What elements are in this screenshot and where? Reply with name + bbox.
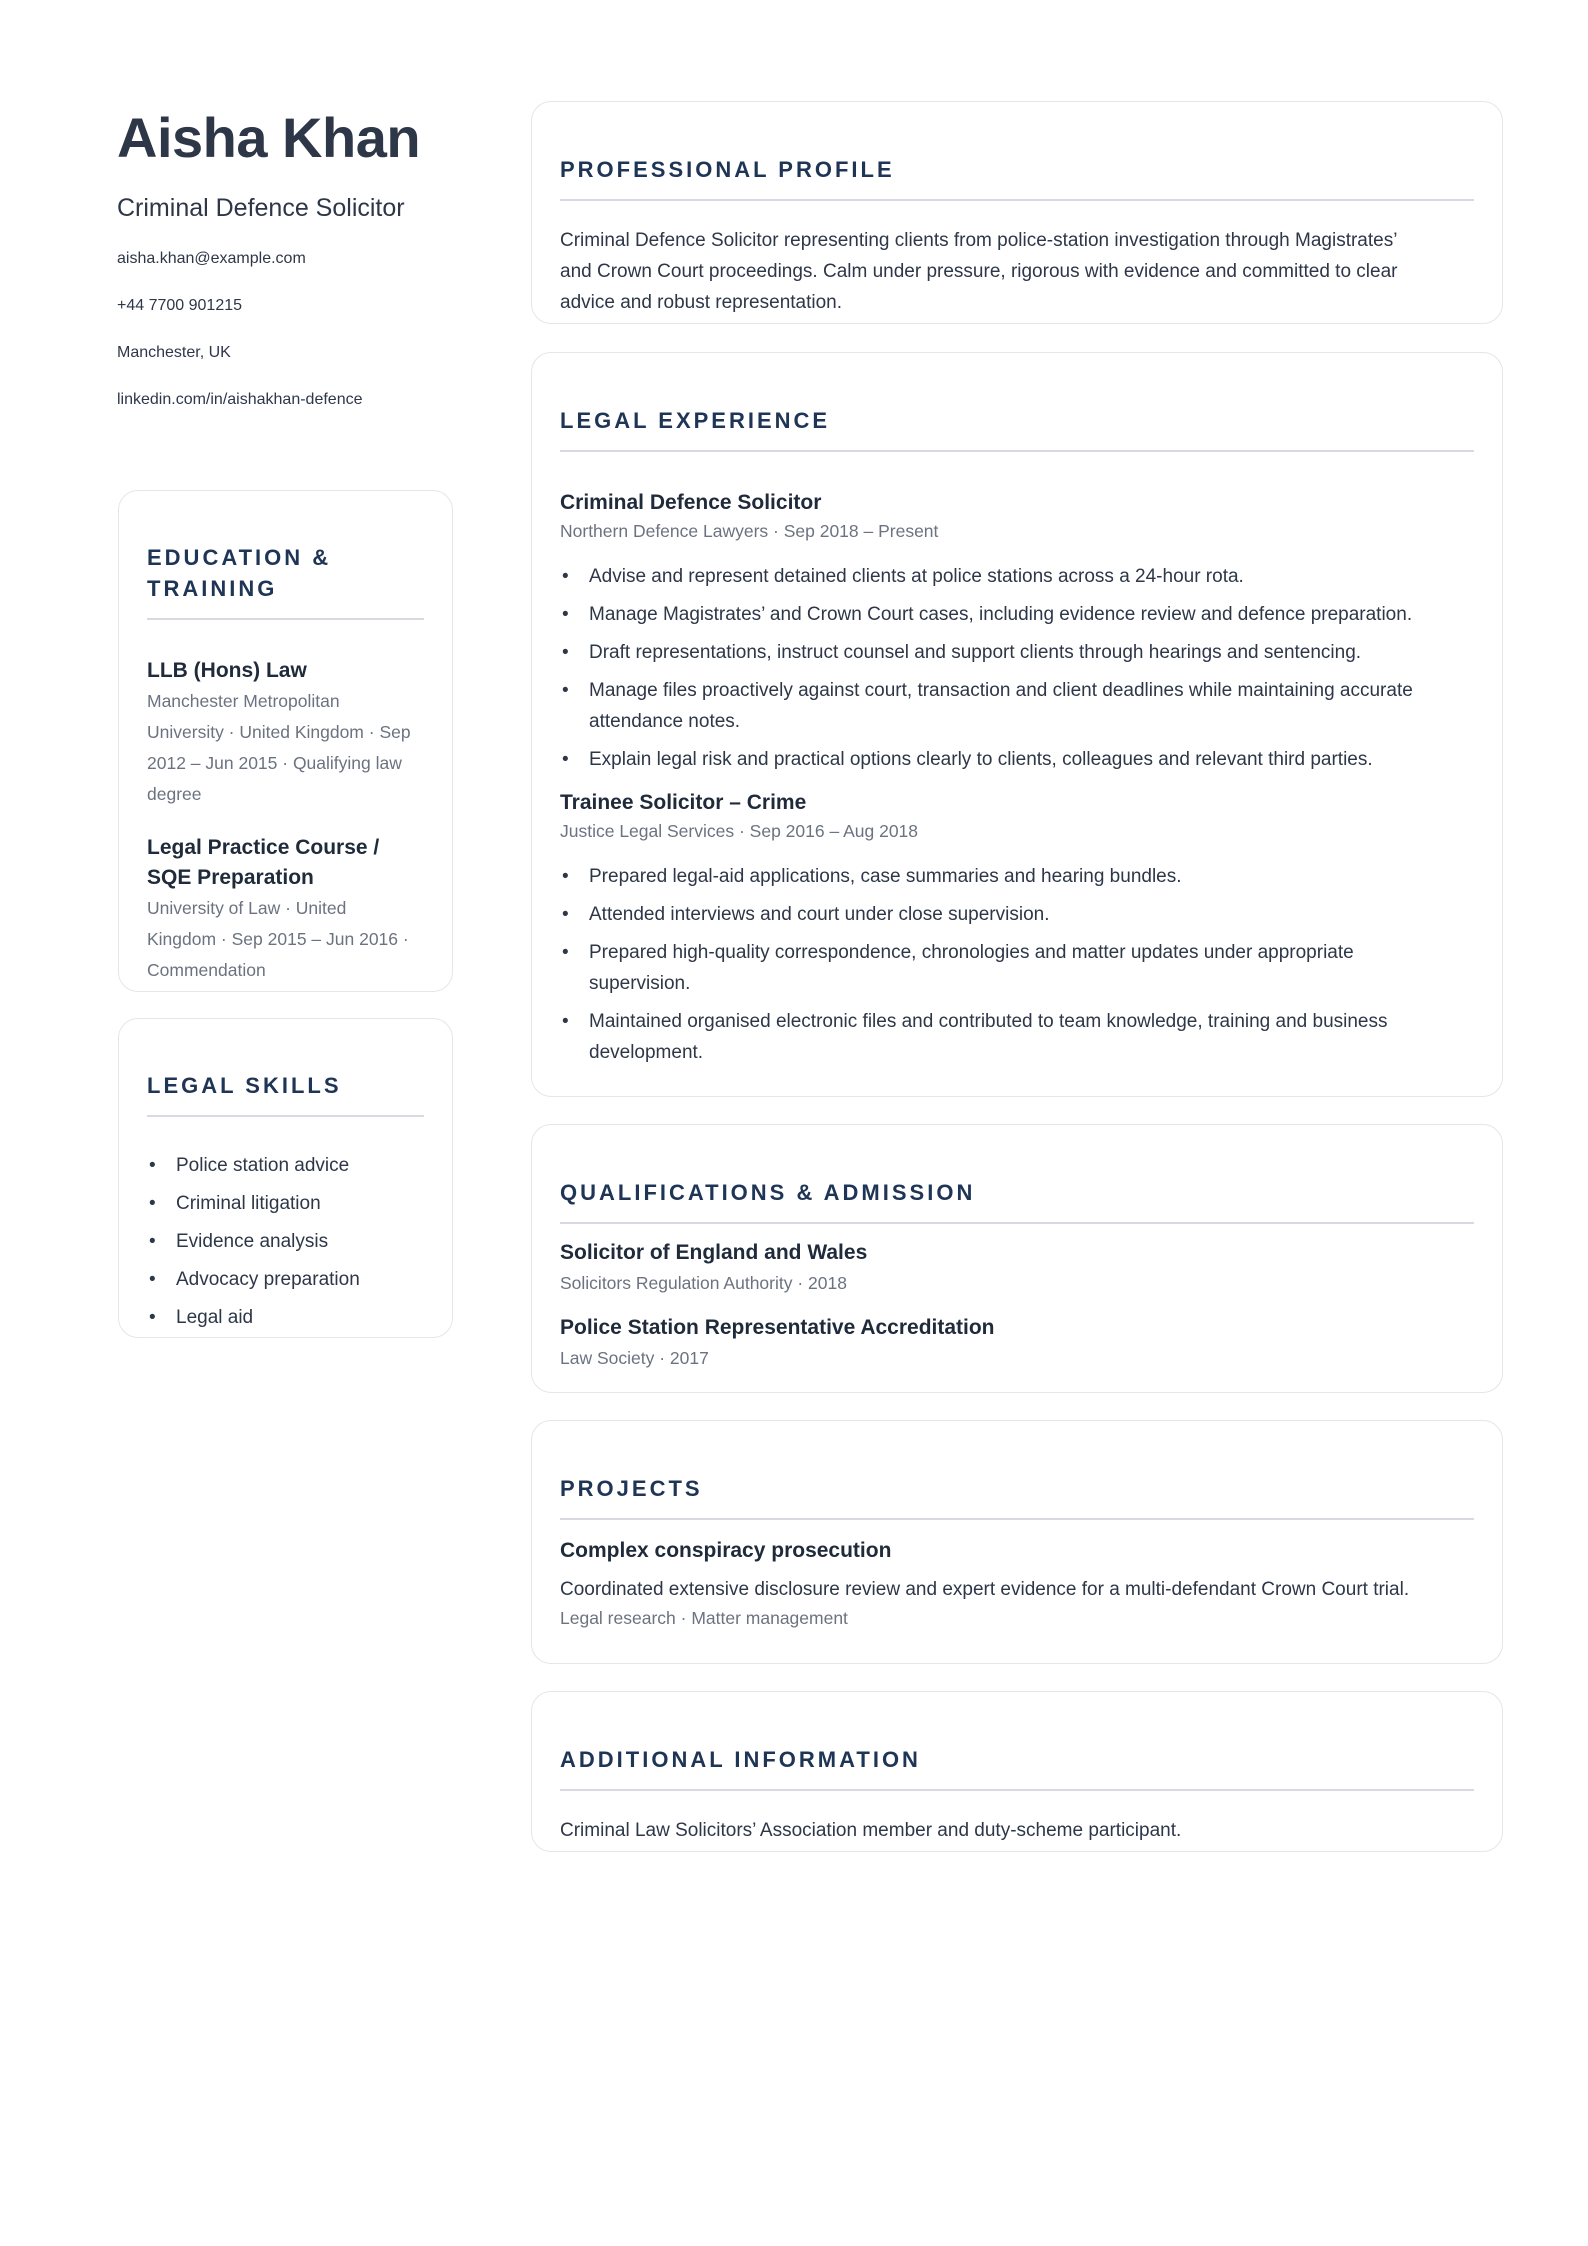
section-divider [147,618,424,620]
job-bullet: • Manage Magistrates’ and Crown Court cases, including evidence review and defence preparation. [560,599,1474,630]
job-bullet: • Attended interviews and court under close supervision. [560,899,1474,930]
education-item-meta: Manchester Metropolitan University · United Kingdom · Sep 2012 – Jun 2015 · Qualifying law degree [147,691,411,804]
contact-list [117,248,453,411]
qualifications-heading: QUALIFICATIONS & ADMISSION [560,1180,976,1205]
additional-card [531,1691,1503,1852]
skills-card [118,1018,453,1338]
qualification-title: Solicitor of England and Wales [560,1241,868,1264]
section-divider [560,1789,1474,1791]
profile-card [531,101,1503,324]
section-divider [147,1115,424,1117]
contact-phone[interactable]: +44 7700 901215 [117,297,243,314]
qualification-meta: Law Society · 2017 [560,1348,709,1368]
job-bullets [560,861,1474,1068]
qualification-item [560,1313,1474,1374]
skill-item: • Legal aid [147,1302,424,1333]
section-divider [560,1518,1474,1520]
section-divider [560,199,1474,201]
education-item-title: Legal Practice Course / SQE Preparation [147,836,380,889]
education-item-title: LLB (Hons) Law [147,659,307,682]
job-bullet: • Draft representations, instruct counsel and support clients through hearings and sentencing. [560,637,1474,668]
job-entry [560,788,1474,1068]
section-divider [560,450,1474,452]
job-meta: Northern Defence Lawyers · Sep 2018 – Present [560,521,939,541]
project-item [560,1536,1474,1632]
education-item [147,833,424,986]
education-card [118,490,453,992]
qualifications-card [531,1124,1503,1393]
job-bullet: • Prepared legal-aid applications, case summaries and hearing bundles. [560,861,1474,892]
skill-item: • Police station advice [147,1150,424,1181]
additional-heading: ADDITIONAL INFORMATION [560,1747,921,1772]
skills-list [147,1150,424,1333]
job-meta: Justice Legal Services · Sep 2016 – Aug 2018 [560,821,919,841]
project-meta: Legal research · Matter management [560,1608,848,1628]
contact-location: Manchester, UK [117,344,231,361]
candidate-title: Criminal Defence Solicitor [117,194,405,222]
qualification-title: Police Station Representative Accreditation [560,1316,995,1339]
skills-heading: LEGAL SKILLS [147,1073,342,1098]
project-title: Complex conspiracy prosecution [560,1539,892,1562]
education-heading: EDUCATION & TRAINING [147,545,332,601]
qualification-meta: Solicitors Regulation Authority · 2018 [560,1273,847,1293]
experience-card [531,352,1503,1097]
job-bullet: • Prepared high-quality correspondence, chronologies and matter updates under appropriate supervision. [560,937,1474,999]
job-title: Criminal Defence Solicitor [560,491,822,514]
sidebar-header [117,100,453,436]
profile-heading: PROFESSIONAL PROFILE [560,157,895,182]
job-bullets [560,561,1474,775]
skill-item: • Criminal litigation [147,1188,424,1219]
profile-summary: Criminal Defence Solicitor representing clients from police-station investigation through Magistrates’ and Crown Court proceedings. Calm under pressure, rigorous with evidence and committed to clear advice and robust representation. [560,230,1398,313]
additional-text: Criminal Law Solicitors’ Association member and duty-scheme participant. [560,1820,1182,1841]
skill-item: • Evidence analysis [147,1226,424,1257]
experience-heading: LEGAL EXPERIENCE [560,408,831,433]
job-title: Trainee Solicitor – Crime [560,791,807,814]
education-item-meta: University of Law · United Kingdom · Sep 2015 – Jun 2016 · Commendation [147,898,409,980]
qualification-item [560,1238,1474,1299]
projects-card [531,1420,1503,1664]
job-bullet: • Manage files proactively against court, transaction and client deadlines while maintaining accurate attendance notes. [560,675,1474,737]
job-bullet: • Explain legal risk and practical options clearly to clients, colleagues and relevant third parties. [560,744,1474,775]
projects-heading: PROJECTS [560,1476,703,1501]
skill-item: • Advocacy preparation [147,1264,424,1295]
job-entry [560,488,1474,775]
contact-linkedin[interactable]: linkedin.com/in/aishakhan-defence [117,391,363,408]
candidate-name: Aisha Khan [117,106,421,169]
job-bullet: • Maintained organised electronic files and contributed to team knowledge, training and business development. [560,1006,1474,1068]
project-description: Coordinated extensive disclosure review and expert evidence for a multi-defendant Crown Court trial. [560,1579,1410,1600]
section-divider [560,1222,1474,1224]
contact-email[interactable]: aisha.khan@example.com [117,250,306,267]
education-item [147,656,424,810]
job-bullet: • Advise and represent detained clients at police stations across a 24-hour rota. [560,561,1474,592]
